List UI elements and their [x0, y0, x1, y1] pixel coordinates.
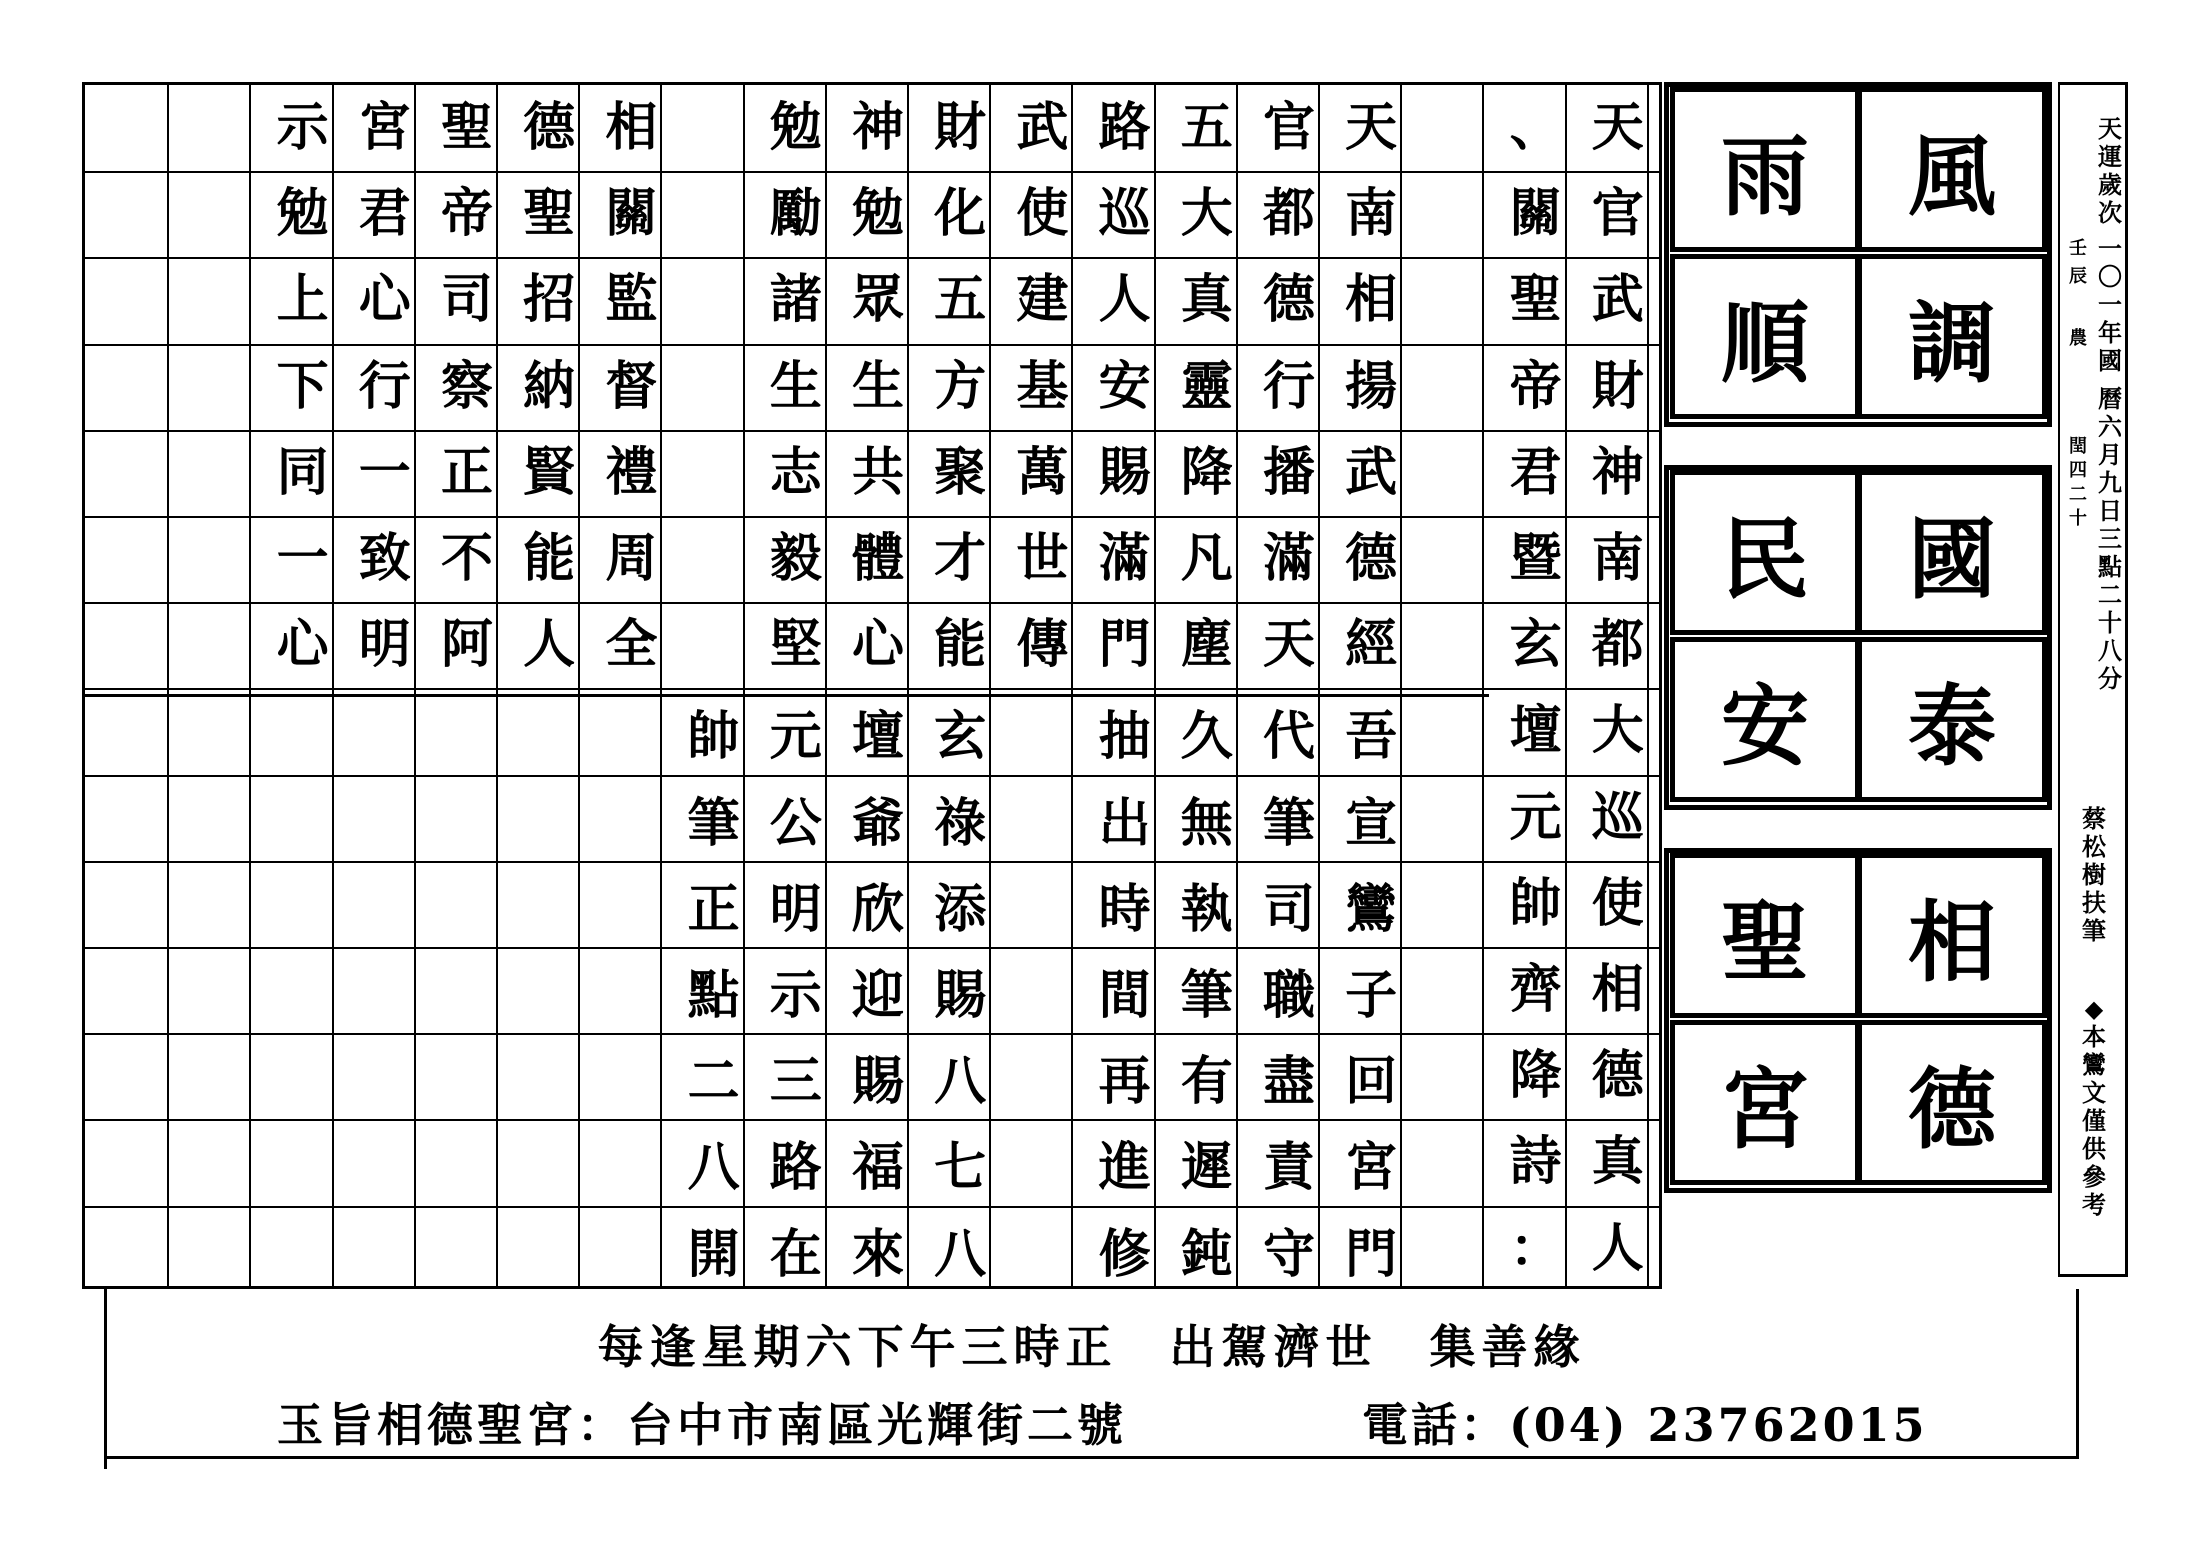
poem-top-char: 武	[1345, 441, 1398, 503]
poem-top-char: 傳	[1016, 614, 1069, 676]
poem-top-char: 天	[1262, 614, 1315, 676]
poem-top-char: 方	[934, 355, 987, 417]
poem-top-char: 察	[440, 355, 493, 417]
intro-char: 南	[1591, 528, 1644, 589]
poem-top-char: 勵	[769, 183, 822, 245]
intro-char: 神	[1591, 441, 1644, 503]
poem-top-char: 安	[1098, 355, 1151, 417]
poem-top-char: 才	[934, 528, 987, 589]
poem-top-char: 司	[440, 269, 493, 331]
intro-char: 大	[1591, 700, 1644, 762]
poem-bottom-char: 玄	[934, 706, 987, 768]
poem-top-char: 天	[1345, 97, 1398, 158]
poem-bottom-char: 二	[687, 1051, 740, 1113]
grid-vline	[1482, 85, 1484, 1286]
poem-top-char: 武	[1016, 97, 1069, 158]
poem-bottom-char: 示	[769, 965, 822, 1026]
poem-bottom-char: 鸞	[1345, 878, 1398, 940]
intro-char: 壇	[1509, 700, 1562, 762]
poem-bottom-char: 賜	[934, 965, 987, 1026]
poem-bottom-char: 門	[1345, 1223, 1398, 1285]
intro-char: 真	[1591, 1131, 1644, 1193]
motto-char: 相	[1857, 853, 2047, 1018]
footer-box	[104, 1289, 2079, 1459]
poem-bottom-char: 出	[1098, 792, 1151, 854]
intro-char: 關	[1509, 183, 1562, 245]
poem-bottom-char: 在	[769, 1223, 822, 1285]
poem-bottom-char: 遲	[1180, 1137, 1233, 1199]
poem-top-char: 靈	[1180, 355, 1233, 417]
sidebar-ganzhi: 壬 辰	[2069, 238, 2087, 287]
poem-bottom-char: 路	[769, 1137, 822, 1199]
poem-bottom-char: 回	[1345, 1051, 1398, 1113]
poem-top-char: 滿	[1262, 528, 1315, 589]
motto-char: 聖	[1670, 853, 1860, 1018]
poem-top-char: 阿	[440, 614, 493, 676]
motto-char: 國	[1857, 470, 2047, 635]
poem-bottom-char: 修	[1098, 1223, 1151, 1285]
poem-top-char: 心	[358, 269, 411, 331]
poem-top-char: 一	[276, 528, 329, 589]
poem-top-char: 監	[605, 269, 658, 331]
poem-top-char: 明	[358, 614, 411, 676]
temple-phone: 電話：(04) 23762015	[1362, 1398, 1928, 1452]
sidebar-era: 天運歲次	[2098, 114, 2122, 227]
poem-top-char: 能	[934, 614, 987, 676]
motto-char: 泰	[1857, 637, 2047, 802]
poem-top-char: 周	[605, 528, 658, 589]
poem-bottom-char: 宣	[1345, 792, 1398, 854]
poem-bottom-char: 爺	[851, 792, 904, 854]
poem-top-char: 下	[276, 355, 329, 417]
poem-top-char: 相	[1345, 269, 1398, 331]
poem-top-char: 能	[523, 528, 576, 589]
poem-top-char: 心	[276, 614, 329, 676]
grid-vline	[167, 85, 169, 1286]
motto-char: 民	[1670, 470, 1860, 635]
intro-char: 玄	[1509, 614, 1562, 676]
verse-grid	[82, 82, 1662, 1289]
poem-bottom-char: 八	[687, 1137, 740, 1199]
grid-hline	[85, 688, 1659, 690]
poem-top-char: 五	[1180, 97, 1233, 158]
intro-char: 使	[1591, 872, 1644, 934]
poem-top-char: 示	[276, 97, 329, 158]
poem-top-char: 君	[358, 183, 411, 245]
intro-char: 天	[1591, 97, 1644, 158]
poem-bottom-char: 迎	[851, 965, 904, 1026]
intro-char: 巡	[1591, 786, 1644, 848]
poem-bottom-char: 賜	[851, 1051, 904, 1113]
intro-char: 人	[1591, 1217, 1644, 1279]
poem-top-char: 體	[851, 528, 904, 589]
sidebar-note: ◆本鸞文僅供參考	[2082, 994, 2106, 1219]
poem-top-char: 揚	[1345, 355, 1398, 417]
poem-top-char: 帝	[440, 183, 493, 245]
poem-bottom-char: 福	[851, 1137, 904, 1199]
poem-bottom-char: 再	[1098, 1051, 1151, 1113]
poem-top-char: 督	[605, 355, 658, 417]
poem-bottom-char: 子	[1345, 965, 1398, 1026]
poem-bottom-char: 添	[934, 878, 987, 940]
poem-top-char: 行	[1262, 355, 1315, 417]
poem-bottom-char: 筆	[687, 792, 740, 854]
poem-bottom-char: 時	[1098, 878, 1151, 940]
poem-top-char: 宮	[358, 97, 411, 158]
service-schedule: 每逢星期六下午三時正 出駕濟世 集善緣	[597, 1320, 1586, 1374]
poem-top-char: 化	[934, 183, 987, 245]
poem-top-char: 門	[1098, 614, 1151, 676]
poem-top-char: 路	[1098, 97, 1151, 158]
poem-top-char: 大	[1180, 183, 1233, 245]
motto-char: 雨	[1670, 87, 1860, 252]
poem-bottom-char: 欣	[851, 878, 904, 940]
motto-char: 德	[1857, 1020, 2047, 1185]
poem-bottom-char: 代	[1262, 706, 1315, 768]
poem-top-char: 勉	[851, 183, 904, 245]
poem-bottom-char: 有	[1180, 1051, 1233, 1113]
intro-char: 暨	[1509, 528, 1562, 589]
poem-bottom-char: 三	[769, 1051, 822, 1113]
poem-bottom-char: 點	[687, 965, 740, 1026]
poem-top-char: 共	[851, 441, 904, 503]
intro-char: 聖	[1509, 269, 1562, 331]
intro-char: 帝	[1509, 355, 1562, 417]
poem-top-char: 同	[276, 441, 329, 503]
poem-bottom-char: 八	[934, 1051, 987, 1113]
poem-bottom-char: 職	[1262, 965, 1315, 1026]
intro-char: 都	[1591, 614, 1644, 676]
sidebar-date-sub: 閏四 二十	[2069, 436, 2087, 529]
intro-char: 君	[1509, 441, 1562, 503]
poem-top-char: 不	[440, 528, 493, 589]
poem-top-char: 勉	[769, 97, 822, 158]
poem-bottom-char: 八	[934, 1223, 987, 1285]
poem-top-char: 凡	[1180, 528, 1233, 589]
intro-char: 齊	[1509, 959, 1562, 1020]
poem-bottom-char: 筆	[1180, 965, 1233, 1026]
poem-top-char: 萬	[1016, 441, 1069, 503]
poem-bottom-char: 宮	[1345, 1137, 1398, 1199]
intro-char: 降	[1509, 1045, 1562, 1107]
poem-top-char: 致	[358, 528, 411, 589]
poem-bottom-char: 無	[1180, 792, 1233, 854]
poem-top-char: 聚	[934, 441, 987, 503]
poem-top-char: 真	[1180, 269, 1233, 331]
poem-top-char: 生	[769, 355, 822, 417]
grid-vline	[249, 85, 251, 1286]
poem-top-char: 正	[440, 441, 493, 503]
poem-bottom-char: 正	[687, 878, 740, 940]
poem-top-char: 聖	[440, 97, 493, 158]
intro-char: 武	[1591, 269, 1644, 331]
poem-top-char: 神	[851, 97, 904, 158]
poem-bottom-char: 開	[687, 1223, 740, 1285]
poem-bottom-char: 七	[934, 1137, 987, 1199]
poem-bottom-char: 祿	[934, 792, 987, 854]
poem-bottom-char: 吾	[1345, 706, 1398, 768]
sidebar-year: 一〇一年國	[2098, 234, 2122, 375]
poem-top-char: 相	[605, 97, 658, 158]
poem-bottom-char: 間	[1098, 965, 1151, 1026]
poem-top-char: 巡	[1098, 183, 1151, 245]
poem-top-char: 招	[523, 269, 576, 331]
poem-top-char: 使	[1016, 183, 1069, 245]
poem-bottom-char: 盡	[1262, 1051, 1315, 1113]
intro-char: ：	[1509, 1217, 1562, 1279]
poem-top-char: 滿	[1098, 528, 1151, 589]
poem-bottom-char: 抽	[1098, 706, 1151, 768]
poem-top-char: 諸	[769, 269, 822, 331]
poem-bottom-char: 來	[851, 1223, 904, 1285]
poem-bottom-char: 明	[769, 878, 822, 940]
motto-char: 調	[1857, 254, 2047, 419]
poem-bottom-char: 帥	[687, 706, 740, 768]
poem-bottom-char: 執	[1180, 878, 1233, 940]
intro-char: 官	[1591, 183, 1644, 245]
poem-top-char: 行	[358, 355, 411, 417]
intro-char: 帥	[1509, 872, 1562, 934]
poem-top-char: 經	[1345, 614, 1398, 676]
poem-top-char: 毅	[769, 528, 822, 589]
poem-top-char: 德	[523, 97, 576, 158]
poem-top-char: 關	[605, 183, 658, 245]
intro-char: 詩	[1509, 1131, 1562, 1193]
intro-char: 元	[1509, 786, 1562, 848]
poem-bottom-char: 元	[769, 706, 822, 768]
poem-top-char: 德	[1345, 528, 1398, 589]
motto-char: 安	[1670, 637, 1860, 802]
sidebar-scribe: 蔡松樹 扶筆	[2082, 804, 2106, 945]
sidebar-lunar: 農	[2069, 328, 2087, 349]
poem-top-char: 全	[605, 614, 658, 676]
poem-top-char: 志	[769, 441, 822, 503]
intro-char: 德	[1591, 1045, 1644, 1107]
poem-top-char: 聖	[523, 183, 576, 245]
poem-top-char: 建	[1016, 269, 1069, 331]
poem-top-char: 賜	[1098, 441, 1151, 503]
poem-bottom-char: 壇	[851, 706, 904, 768]
poem-bottom-char: 鈍	[1180, 1223, 1233, 1285]
date-sidebar	[2058, 82, 2128, 1277]
sidebar-date: 曆六月九日三點二十八分	[2098, 384, 2122, 693]
temple-address: 玉旨相德聖宮：台中市南區光輝街二號	[277, 1398, 1127, 1452]
poem-bottom-char: 司	[1262, 878, 1315, 940]
intro-char: 財	[1591, 355, 1644, 417]
poem-bottom-char: 公	[769, 792, 822, 854]
poem-top-char: 南	[1345, 183, 1398, 245]
poem-top-char: 基	[1016, 355, 1069, 417]
poem-top-char: 塵	[1180, 614, 1233, 676]
poem-top-char: 一	[358, 441, 411, 503]
poem-top-char: 堅	[769, 614, 822, 676]
poem-top-char: 降	[1180, 441, 1233, 503]
poem-top-char: 播	[1262, 441, 1315, 503]
poem-top-char: 心	[851, 614, 904, 676]
poem-top-char: 五	[934, 269, 987, 331]
poem-top-char: 官	[1262, 97, 1315, 158]
poem-top-char: 賢	[523, 441, 576, 503]
poem-bottom-char: 責	[1262, 1137, 1315, 1199]
motto-char: 宮	[1670, 1020, 1860, 1185]
poem-top-char: 都	[1262, 183, 1315, 245]
motto-char: 風	[1857, 87, 2047, 252]
poem-bottom-char: 守	[1262, 1223, 1315, 1285]
poem-top-char: 德	[1262, 269, 1315, 331]
poem-top-char: 人	[1098, 269, 1151, 331]
poem-top-char: 人	[523, 614, 576, 676]
poem-bottom-char: 進	[1098, 1137, 1151, 1199]
poem-top-char: 財	[934, 97, 987, 158]
poem-top-char: 禮	[605, 441, 658, 503]
poem-top-char: 納	[523, 355, 576, 417]
poem-bottom-char: 久	[1180, 706, 1233, 768]
poem-top-char: 眾	[851, 269, 904, 331]
poem-top-char: 生	[851, 355, 904, 417]
intro-char: 相	[1591, 959, 1644, 1020]
poem-top-char: 上	[276, 269, 329, 331]
poem-bottom-char: 筆	[1262, 792, 1315, 854]
intro-char: 、	[1509, 97, 1562, 158]
motto-char: 順	[1670, 254, 1860, 419]
poem-top-char: 世	[1016, 528, 1069, 589]
poem-top-char: 勉	[276, 183, 329, 245]
